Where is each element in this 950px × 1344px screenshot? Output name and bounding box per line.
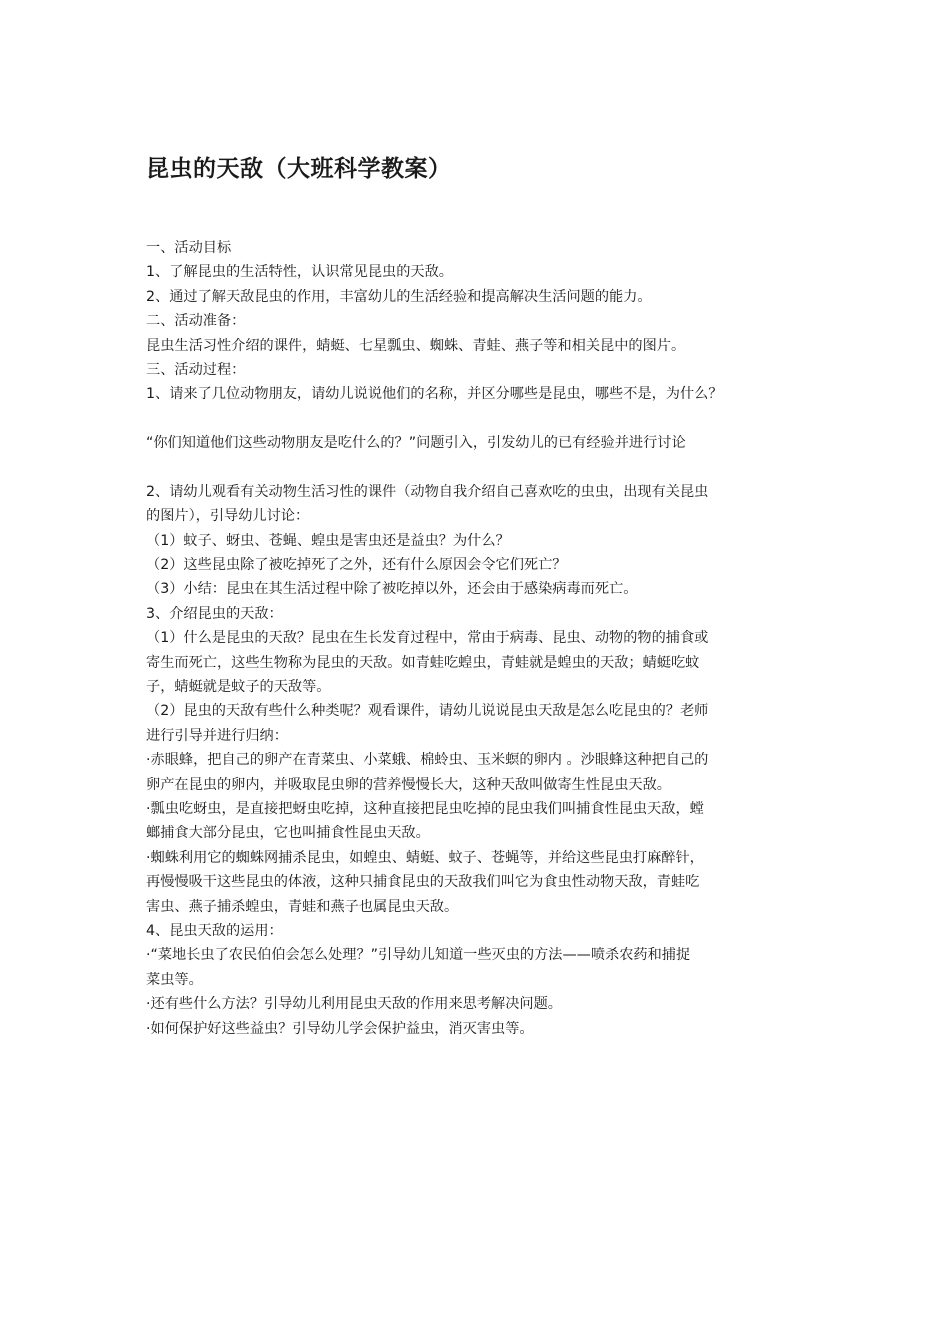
- bullet-protect: ·如何保护好这些益虫？引导幼儿学会保护益虫，消灭害虫等。: [146, 1020, 534, 1037]
- bullet-spider-line-1: ·蜘蛛利用它的蜘蛛网捕杀昆虫，如蝗虫、蜻蜓、蚊子、苍蝇等，并给这些昆虫打麻醉针，: [146, 849, 704, 866]
- discussion-item-3: （3）小结：昆虫在其生活过程中除了被吃掉以外，还会由于感染病毒而死亡。: [146, 581, 638, 598]
- section-heading-preparation: 二、活动准备：: [146, 313, 246, 330]
- bullet-spider-line-3: 害虫、燕子捕杀蝗虫，青蛙和燕子也属昆虫天敌。: [146, 898, 459, 915]
- document-title: 昆虫的天敌（大班科学教案）: [146, 156, 452, 182]
- process-step-1: 1、请来了几位动物朋友，请幼儿说说他们的名称，并区分哪些是昆虫，哪些不是，为什么？: [146, 386, 723, 403]
- process-step-2-line-2: 的图片），引导幼儿讨论：: [146, 508, 310, 525]
- process-step-2-line-1: 2、请幼儿观看有关动物生活习性的课件（动物自我介绍自己喜欢吃的虫虫，出现有关昆虫: [146, 483, 709, 500]
- preparation-text: 昆虫生活习性介绍的课件，蜻蜓、七星瓢虫、蜘蛛、青蛙、燕子等和相关昆中的图片。: [146, 337, 686, 354]
- bullet-methods: ·还有些什么方法？引导幼儿利用昆虫天敌的作用来思考解决问题。: [146, 996, 562, 1013]
- enemy-types-line-1: （2）昆虫的天敌有些什么种类呢？观看课件，请幼儿说说昆虫天敌是怎么吃昆虫的？老师: [146, 703, 709, 720]
- section-heading-process: 三、活动过程：: [146, 361, 246, 378]
- bullet-farmer-line-2: 菜虫等。: [146, 971, 203, 988]
- bullet-parasitic-line-2: 卵产在昆虫的卵内，并吸取昆虫卵的营养慢慢长大，这种天敌叫做寄生性昆虫天敌。: [146, 776, 671, 793]
- enemy-definition-line-3: 子，蜻蜓就是蚊子的天敌等。: [146, 679, 331, 696]
- discussion-item-2: （2）这些昆虫除了被吃掉死了之外，还有什么原因会令它们死亡？: [146, 557, 567, 574]
- goal-item-2: 2、通过了解天敌昆虫的作用，丰富幼儿的生活经验和提高解决生活问题的能力。: [146, 288, 652, 305]
- process-step-4: 4、昆虫天敌的运用：: [146, 922, 283, 939]
- discussion-item-1: （1）蚊子、蚜虫、苍蝇、蝗虫是害虫还是益虫？为什么？: [146, 532, 510, 549]
- enemy-definition-line-2: 寄生而死亡，这些生物称为昆虫的天敌。如青蛙吃蝗虫，青蛙就是蝗虫的天敌；蜻蜓吃蚊: [146, 654, 700, 671]
- bullet-farmer-line-1: ·“菜地长虫了农民伯伯会怎么处理？”引导幼儿知道一些灭虫的方法——喷杀农药和捕捉: [146, 947, 691, 964]
- section-heading-goals: 一、活动目标: [146, 240, 232, 256]
- bullet-predatory-line-2: 螂捕食大部分昆虫，它也叫捕食性昆虫天敌。: [146, 825, 430, 842]
- blank-line: [146, 407, 836, 431]
- bullet-spider-line-2: 再慢慢吸干这些昆虫的体液，这种只捕食昆虫的天敌我们叫它为食虫性动物天敌，青蛙吃: [146, 874, 700, 891]
- document-body: [146, 236, 836, 1041]
- bullet-predatory-line-1: ·瓢虫吃蚜虫，是直接把蚜虫吃掉，这种直接把昆虫吃掉的昆虫我们叫捕食性昆虫天敌，螳: [146, 800, 704, 817]
- goal-item-1: 1、了解昆虫的生活特性，认识常见昆虫的天敌。: [146, 264, 453, 281]
- blank-line: [146, 456, 836, 480]
- bullet-parasitic-line-1: ·赤眼蜂，把自己的卵产在青菜虫、小菜蛾、棉蛉虫、玉米螟的卵内 。沙眼蜂这种把自己的: [146, 752, 709, 769]
- process-step-3: 3、介绍昆虫的天敌：: [146, 605, 283, 622]
- discussion-question: “你们知道他们这些动物朋友是吃什么的？”问题引入，引发幼儿的已有经验并进行讨论: [146, 435, 686, 452]
- enemy-definition-line-1: （1）什么是昆虫的天敌？昆虫在生长发育过程中，常由于病毒、昆虫、动物的物的捕食或: [146, 630, 709, 647]
- enemy-types-line-2: 进行引导并进行归纳：: [146, 727, 288, 744]
